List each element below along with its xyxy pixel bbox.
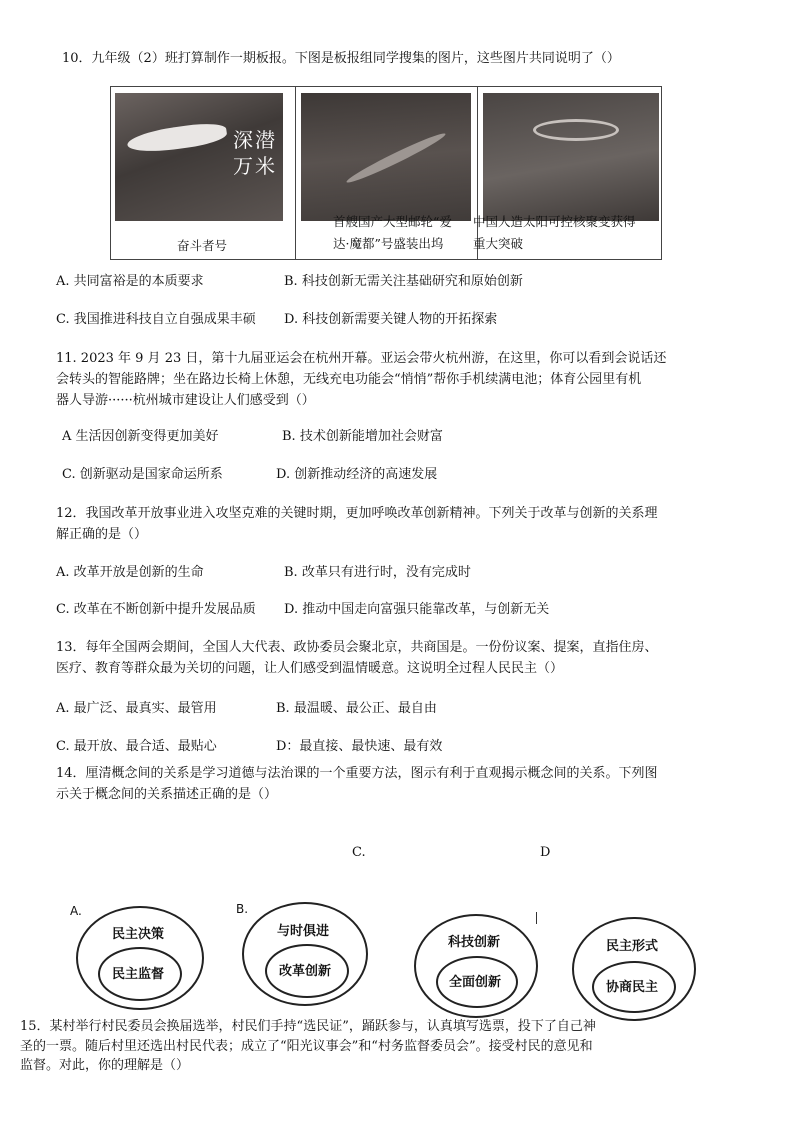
q12-option-d: D. 推动中国走向富强只能靠改革，与创新无关: [284, 602, 550, 617]
diagram-b-outer-label: 与时俱进: [276, 924, 329, 939]
photo1-overlay-b: 万米: [233, 154, 277, 178]
diagram-c-outer-label: 科技创新: [447, 935, 500, 950]
q11-line1: 11. 2023 年 9 月 23 日，第十九届亚运会在杭州开幕。亚运会带火杭州游，在这里，你可以看到会说话还: [56, 351, 667, 366]
q11-option-b: B. 技术创新能增加社会财富: [282, 429, 443, 444]
caption-1: 奋斗者号: [177, 238, 228, 253]
q14-line1: 14．厘清概念间的关系是学习道德与法治课的一个重要方法，图示有利于直观揭示概念间的关系。下列图: [56, 766, 658, 781]
diagram-c-inner-label: 全面创新: [448, 975, 501, 990]
q10-option-c: C. 我国推进科技自立自强成果丰硕: [56, 312, 256, 327]
q15-line3: 监督。对此，你的理解是（）: [20, 1058, 190, 1073]
q10-option-a: A. 共同富裕是的本质要求: [56, 274, 204, 289]
q14-letter-c: C.: [352, 845, 366, 860]
tokamak-shape: [533, 119, 619, 141]
q13-line1: 13．每年全国两会期间，全国人大代表、政协委员会聚北京，共商国是。一份份议案、提案，直指住房、: [56, 640, 658, 655]
q11-line3: 器人导游······杭州城市建设让人们感受到（）: [56, 393, 315, 408]
photo-divider: [295, 87, 296, 259]
diagram-a-outer-label: 民主决策: [111, 927, 164, 942]
q13-option-b: B. 最温暖、最公正、最自由: [276, 701, 437, 716]
q12-option-c: C. 改革在不断创新中提升发展品质: [56, 602, 256, 617]
q13-option-c: C. 最开放、最合适、最贴心: [56, 739, 217, 754]
caption-3-line1: 中国人造太阳可控核聚变获得: [473, 214, 636, 229]
diagram-a-letter: A.: [70, 904, 82, 918]
photo-artificial-sun: [483, 93, 659, 221]
submersible-shape: [126, 120, 228, 156]
q11-line2: 会转头的智能路牌；坐在路边长椅上休憩，无线充电功能会“悄悄”帮你手机续满电池；体育公园里有机: [56, 372, 642, 387]
diagram-d-outer-label: 民主形式: [605, 939, 658, 954]
diagram-a-inner-label: 民主监督: [111, 967, 164, 982]
q15-line1: 15．某村举行村民委员会换届选举，村民们手持“选民证”，踊跃参与，认真填写选票，投下了自己神: [20, 1019, 596, 1034]
caption-3-line2: 重大突破: [473, 236, 524, 251]
q13-option-d: D：最直接、最快速、最有效: [276, 739, 443, 754]
q10-photo-strip: [110, 86, 662, 260]
photo-cruise-ship: [301, 93, 471, 221]
q12-option-a: A. 改革开放是创新的生命: [56, 565, 204, 580]
q10-option-d: D. 科技创新需要关键人物的开拓探索: [284, 312, 498, 327]
q15-line2: 圣的一票。随后村里还选出村民代表；成立了“阳光议事会”和“村务监督委员会”。接受村民的意见和: [20, 1039, 593, 1054]
caption-2-line2: 达·魔都”号盛装出坞: [333, 236, 444, 251]
q11-option-a: A 生活因创新变得更加美好: [62, 429, 219, 444]
q14-line2: 示关于概念间的关系描述正确的是（）: [56, 787, 278, 802]
q12-line1: 12．我国改革开放事业进入攻坚克难的关键时期，更加呼唤改革创新精神。下列关于改革与创新的关系理: [56, 506, 658, 521]
photo1-overlay-a: 深潜: [233, 128, 277, 152]
q13-option-a: A. 最广泛、最真实、最管用: [56, 701, 217, 716]
diagram-b-inner-label: 改革创新: [278, 964, 331, 979]
ship-shape: [344, 129, 447, 186]
photo-deep-sea-submersible: [115, 93, 283, 221]
q11-option-d: D. 创新推动经济的高速发展: [276, 467, 438, 482]
q11-option-c: C. 创新驱动是国家命运所系: [62, 467, 223, 482]
diagram-b-letter: B.: [236, 902, 249, 916]
q10-stem: 10．九年级（2）班打算制作一期板报。下图是板报组同学搜集的图片，这些图片共同说明了（）: [62, 51, 620, 66]
q12-line2: 解正确的是（）: [56, 527, 148, 542]
q13-line2: 医疗、教育等群众最为关切的问题，让人们感受到温情暖意。这说明全过程人民民主（）: [56, 661, 564, 676]
caption-2-line1: 首艘国产大型邮轮“爱: [333, 214, 452, 229]
stray-mark: [536, 912, 537, 924]
q10-option-b: B. 科技创新无需关注基础研究和原始创新: [284, 274, 523, 289]
diagram-d-inner-label: 协商民主: [605, 980, 658, 995]
q12-option-b: B. 改革只有进行时，没有完成时: [284, 565, 471, 580]
q14-letter-d: D: [540, 845, 551, 860]
